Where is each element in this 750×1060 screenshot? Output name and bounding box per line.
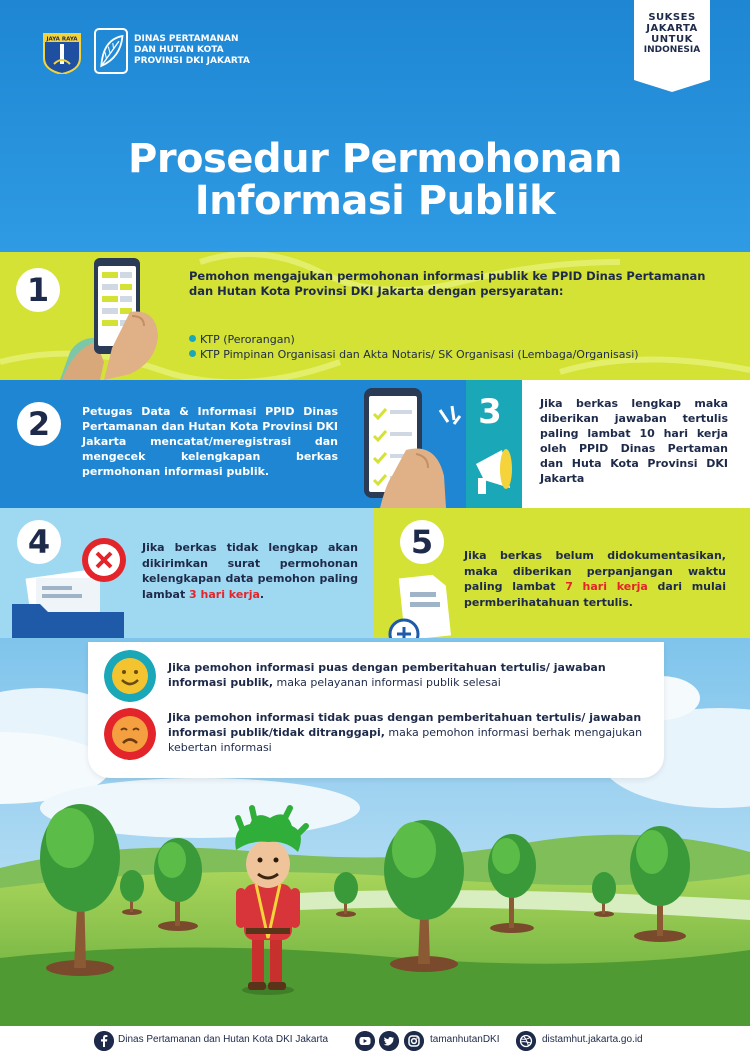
svg-text:JAYA RAYA: JAYA RAYA	[46, 36, 78, 43]
step-5-number: 5	[400, 520, 444, 564]
step-2-panel	[0, 380, 522, 508]
bullet-icon	[189, 335, 196, 342]
satisfied-text: Jika pemohon informasi puas dengan pemberitahuan tertulis/ jawaban informasi publik, maka pelayanan informasi publik selesai	[168, 661, 606, 689]
step-2-text: Petugas Data & Informasi PPID Dinas Pertamanan dan Hutan Kota Provinsi DKI Jakarta mencatat/meregistrasi dan mengecek kelengkapan berkas permohonan informasi publik.	[82, 405, 338, 478]
leaf-logo-icon	[94, 28, 128, 74]
bullet-icon	[189, 350, 196, 357]
step-2-number: 2	[17, 402, 61, 446]
step-1-number: 1	[16, 268, 60, 312]
org-name: DINAS PERTAMANAN DAN HUTAN KOTA PROVINSI DKI JAKARTA	[134, 34, 250, 66]
header	[0, 0, 750, 252]
youtube-icon[interactable]	[355, 1031, 375, 1051]
footer-instagram-label[interactable]: tamanhutanDKI	[430, 1034, 500, 1045]
unsatisfied-text: Jika pemohon informasi tidak puas dengan pemberitahuan tertulis/ jawaban informasi publik/tidak ditranggapi, maka pemohon informasi berhak mengajukan kebertan informasi	[168, 711, 643, 754]
sad-face-icon	[104, 708, 156, 760]
dribbble-icon[interactable]	[516, 1031, 536, 1051]
footer-facebook-label[interactable]: Dinas Pertamanan dan Hutan Kota DKI Jakarta	[118, 1034, 329, 1045]
twitter-icon[interactable]	[379, 1031, 399, 1051]
happy-face-icon	[104, 650, 156, 702]
step-3-number: 3	[478, 392, 502, 432]
requirement-item: KTP Pimpinan Organisasi dan Akta Notaris/ SK Organisasi (Lembaga/Organisasi)	[189, 348, 749, 361]
page-title: Prosedur Permohonan Informasi Publik	[128, 136, 622, 224]
requirement-item: KTP (Perorangan)	[189, 333, 749, 346]
step-1-text: Pemohon mengajukan permohonan informasi publik ke PPID Dinas Pertamanan dan Hutan Kota Provinsi DKI Jakarta dengan persyaratan:	[189, 269, 706, 298]
footer-website-label[interactable]: distamhut.jakarta.go.id	[542, 1034, 643, 1045]
step-4-number: 4	[17, 520, 61, 564]
step-5-text: Jika berkas belum didokumentasikan, maka diberikan perpanjangan waktu paling lambat 7 hari kerja dari mulai permberihatahuan tertulis.	[464, 549, 726, 609]
sukses-badge-text: SUKSES JAKARTA UNTUK INDONESIA	[643, 12, 701, 55]
phone-in-hand-icon	[60, 252, 180, 380]
instagram-icon[interactable]	[404, 1031, 424, 1051]
jakarta-emblem-icon	[40, 30, 84, 74]
deadline-highlight: 7 hari kerja	[565, 580, 648, 593]
deadline-highlight: 3 hari kerja	[189, 587, 260, 601]
step-4-text: Jika berkas tidak lengkap akan dikirimkan surat permohonan kelengkapan data pemohon paling lambat 3 hari kerja.	[142, 541, 358, 601]
step-3-text: Jika berkas lengkap maka diberikan jawaban tertulis paling lambat 10 hari kerja oleh PPID Dinas Pertaman dan Huta Kota Provinsi DKI Jakarta	[540, 397, 728, 485]
facebook-icon[interactable]	[94, 1031, 114, 1051]
